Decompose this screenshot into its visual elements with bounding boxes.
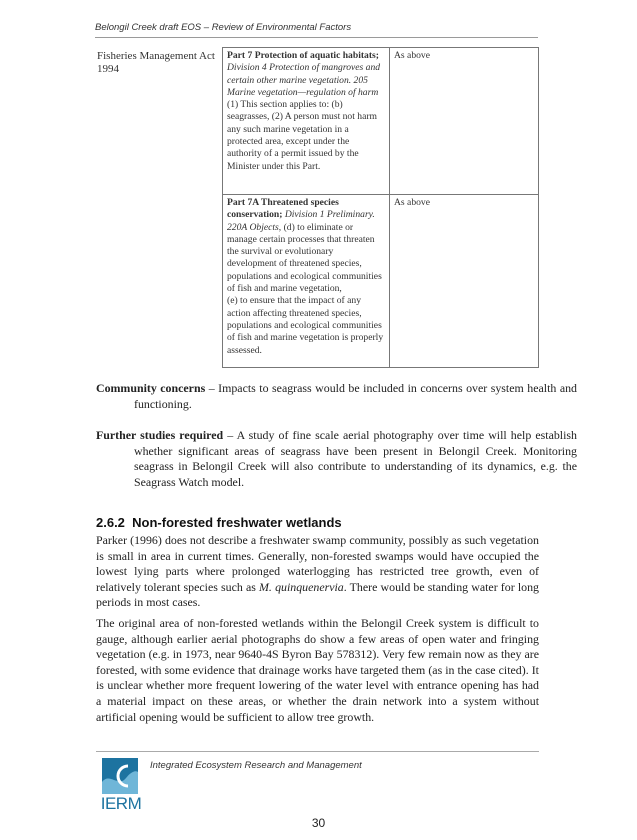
provision-cell xyxy=(223,195,390,368)
legislation-table xyxy=(93,47,539,368)
paragraph-text: Parker (1996) does not describe a freshwater swamp community, possibly as such vegetation is small in area in current times. Generally, non-forested swamps would have occupied the lowest lying parts where prolonged waterlogging has restricted tree growth, even of relatively tolerant species such as xyxy=(96,533,539,594)
ierm-logo xyxy=(96,758,146,816)
further-studies-label: Further studies required xyxy=(96,428,224,442)
provision-text-continued: (e) to ensure that the impact of any action affecting threatened species, populations and ecological communities of fish and marine vegetation is properly assessed. xyxy=(227,295,384,356)
running-header: Belongil Creek draft EOS – Review of Environmental Factors xyxy=(95,22,538,38)
provision-cell xyxy=(223,48,390,195)
section-heading xyxy=(96,515,342,530)
provision-reference: Division 4 Protection of mangroves and certain other marine vegetation. 205 Marine vegetation—regulation of harm xyxy=(227,62,381,98)
paragraph-text-end: . There would be standing water for long periods in most cases. xyxy=(96,579,539,610)
community-concerns-paragraph xyxy=(96,381,577,412)
further-studies-text: – A study of fine scale aerial photography over time will help establish whether significant areas of seagrass have been present in Belongil Creek. Monitoring seagrass in Belongil Creek will also contribute to understanding of its dynamics, e.g. the Seagrass Watch model. xyxy=(134,428,577,489)
provision-text: (d) to eliminate or manage certain processes that threaten the survival or evolutionary development of threatened species, populations and ecological communities of fish and marine vegetation, xyxy=(227,221,382,295)
note-cell: As above xyxy=(390,48,539,195)
community-concerns-text: – Impacts to seagrass would be included in concerns over system health and functioning. xyxy=(134,381,577,411)
footer-organization: Integrated Ecosystem Research and Management xyxy=(150,760,362,771)
provision-heading: Part 7 Protection of aquatic habitats; xyxy=(227,50,379,61)
provision-reference: Division 1 Preliminary. 220A Objects, xyxy=(227,209,375,233)
act-name-cell: Fisheries Management Act 1994 xyxy=(97,49,215,75)
section-title: Non-forested freshwater wetlands xyxy=(132,515,342,530)
species-name: M. quinquenervia xyxy=(259,579,344,594)
wave-logo-icon xyxy=(102,758,138,794)
community-concerns-label: Community concerns xyxy=(96,381,206,395)
footer-divider xyxy=(96,751,539,752)
section-number: 2.6.2 xyxy=(96,515,125,530)
note-cell: As above xyxy=(390,195,539,368)
logo-text: IERM xyxy=(100,794,142,813)
provision-heading: Part 7A Threatened species conservation; xyxy=(227,197,339,221)
table-row xyxy=(93,48,539,195)
body-paragraph xyxy=(96,533,539,611)
page-number: 30 xyxy=(311,816,326,830)
provision-text: (1) This section applies to: (b) seagrasses, (2) A person must not harm any such marine vegetation in a protected area, except under the authority of a permit issued by the Minister under this Part. xyxy=(227,99,378,172)
further-studies-paragraph xyxy=(96,428,577,490)
body-paragraph: The original area of non-forested wetlands within the Belongil Creek system is difficult to gauge, although earlier aerial photographs do show a few areas of open water and fringing vegetation (e.g. in 1973, near 9640-4S Byron Bay 578312). Very few remain now as they are forested, with some evidence that drainage works have targeted them (as in the case cited). It is unclear whether more frequent lowering of the water level with entrance opening has had a material impact on these areas, or whether the drain network into a system without artificial opening would be sufficient to allow tree growth. xyxy=(96,616,539,724)
